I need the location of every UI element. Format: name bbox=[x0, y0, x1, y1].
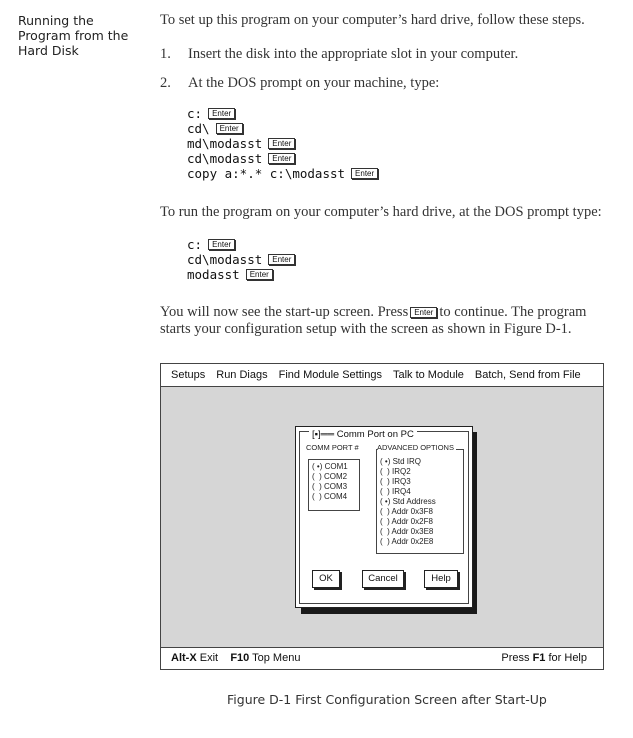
comm-port-dialog bbox=[295, 426, 473, 608]
radio-com1[interactable]: ( •) COM1 bbox=[312, 462, 348, 471]
radio-com2[interactable]: ( ) COM2 bbox=[312, 472, 348, 481]
status-bar bbox=[161, 647, 603, 669]
help-text: for Help bbox=[545, 652, 587, 664]
radio-std-address[interactable]: ( •) Std Address bbox=[380, 497, 436, 506]
cancel-button[interactable]: Cancel bbox=[362, 570, 404, 588]
intro-paragraph: To set up this program on your computer’s hard drive, follow these steps. bbox=[160, 12, 585, 28]
help-key: F1 bbox=[532, 652, 546, 664]
command-text: md\modasst bbox=[187, 136, 263, 151]
step-1 bbox=[160, 46, 620, 63]
command-line bbox=[187, 136, 378, 151]
radio-std-irq[interactable]: ( •) Std IRQ bbox=[380, 457, 422, 466]
command-line bbox=[187, 252, 295, 267]
section-heading-line: Running the bbox=[18, 13, 94, 28]
comm-port-list bbox=[308, 459, 360, 511]
status-help[interactable] bbox=[501, 652, 587, 664]
enter-key: Enter bbox=[268, 254, 295, 265]
continue-text-after: to continue. The program starts your configuration setup with the screen as shown in Figure D-1. bbox=[160, 304, 587, 337]
status-shortcuts bbox=[171, 652, 300, 664]
radio-addr-3e8[interactable]: ( ) Addr 0x3E8 bbox=[380, 527, 434, 536]
menu-item-talk-to-module[interactable]: Talk to Module bbox=[392, 369, 464, 381]
command-line bbox=[187, 151, 378, 166]
menu-bar bbox=[161, 364, 603, 387]
configuration-screen-figure bbox=[160, 363, 604, 670]
help-text: Press bbox=[501, 652, 533, 664]
radio-irq3[interactable]: ( ) IRQ3 bbox=[380, 477, 411, 486]
comm-port-label: COMM PORT # bbox=[306, 443, 359, 452]
shortcut-key: Alt-X bbox=[171, 652, 197, 664]
step-number: 2. bbox=[160, 75, 171, 91]
command-text: cd\modasst bbox=[187, 151, 263, 166]
command-text: cd\ bbox=[187, 121, 210, 136]
help-button[interactable]: Help bbox=[424, 570, 458, 588]
radio-com4[interactable]: ( ) COM4 bbox=[312, 492, 348, 501]
shortcut-key: F10 bbox=[230, 652, 250, 664]
shortcut-label[interactable]: Exit bbox=[199, 652, 219, 664]
radio-com3[interactable]: ( ) COM3 bbox=[312, 482, 348, 491]
radio-irq4[interactable]: ( ) IRQ4 bbox=[380, 487, 411, 496]
command-line bbox=[187, 166, 378, 181]
menu-item-find-module-settings[interactable]: Find Module Settings bbox=[278, 369, 382, 381]
step-text: Insert the disk into the appropriate slot in your computer. bbox=[188, 46, 519, 62]
enter-key: Enter bbox=[216, 123, 243, 134]
section-heading-line: Program from the bbox=[18, 28, 129, 43]
enter-key: Enter bbox=[410, 307, 437, 318]
step-text: At the DOS prompt on your machine, type: bbox=[188, 75, 440, 91]
enter-key: Enter bbox=[268, 153, 295, 164]
setup-commands bbox=[187, 106, 378, 181]
step-2 bbox=[160, 75, 620, 92]
command-line bbox=[187, 237, 295, 252]
continue-text-before: You will now see the start-up screen. Press bbox=[160, 304, 409, 320]
command-text: c: bbox=[187, 106, 203, 121]
command-text: cd\modasst bbox=[187, 252, 263, 267]
dialog-title: [▪]══ Comm Port on PC bbox=[309, 429, 417, 440]
continue-paragraph bbox=[160, 304, 605, 338]
enter-key: Enter bbox=[208, 239, 235, 250]
command-text: modasst bbox=[187, 267, 240, 282]
enter-key: Enter bbox=[246, 269, 273, 280]
menu-item-run-diags[interactable]: Run Diags bbox=[216, 369, 268, 381]
run-intro-paragraph: To run the program on your computer’s hard drive, at the DOS prompt type: bbox=[160, 204, 602, 220]
enter-key: Enter bbox=[268, 138, 295, 149]
menu-item-batch-send[interactable]: Batch, Send from File bbox=[474, 369, 581, 381]
advanced-options-label: ADVANCED OPTIONS bbox=[377, 443, 454, 452]
radio-addr-3f8[interactable]: ( ) Addr 0x3F8 bbox=[380, 507, 433, 516]
shortcut-label[interactable]: Top Menu bbox=[252, 652, 301, 664]
enter-key: Enter bbox=[351, 168, 378, 179]
command-text: c: bbox=[187, 237, 203, 252]
run-commands bbox=[187, 237, 295, 282]
advanced-options-box bbox=[376, 443, 464, 554]
section-heading bbox=[18, 13, 138, 58]
section-heading-line: Hard Disk bbox=[18, 43, 79, 58]
command-line bbox=[187, 267, 295, 282]
ok-button[interactable]: OK bbox=[312, 570, 340, 588]
command-line bbox=[187, 121, 378, 136]
figure-caption: Figure D-1 First Configuration Screen after Start-Up bbox=[227, 692, 547, 707]
command-line bbox=[187, 106, 378, 121]
command-text: copy a:*.* c:\modasst bbox=[187, 166, 346, 181]
enter-key: Enter bbox=[208, 108, 235, 119]
step-number: 1. bbox=[160, 46, 171, 62]
menu-item-setups[interactable]: Setups bbox=[171, 369, 206, 381]
radio-irq2[interactable]: ( ) IRQ2 bbox=[380, 467, 411, 476]
dialog-frame bbox=[299, 431, 469, 604]
radio-addr-2e8[interactable]: ( ) Addr 0x2E8 bbox=[380, 537, 434, 546]
radio-addr-2f8[interactable]: ( ) Addr 0x2F8 bbox=[380, 517, 433, 526]
